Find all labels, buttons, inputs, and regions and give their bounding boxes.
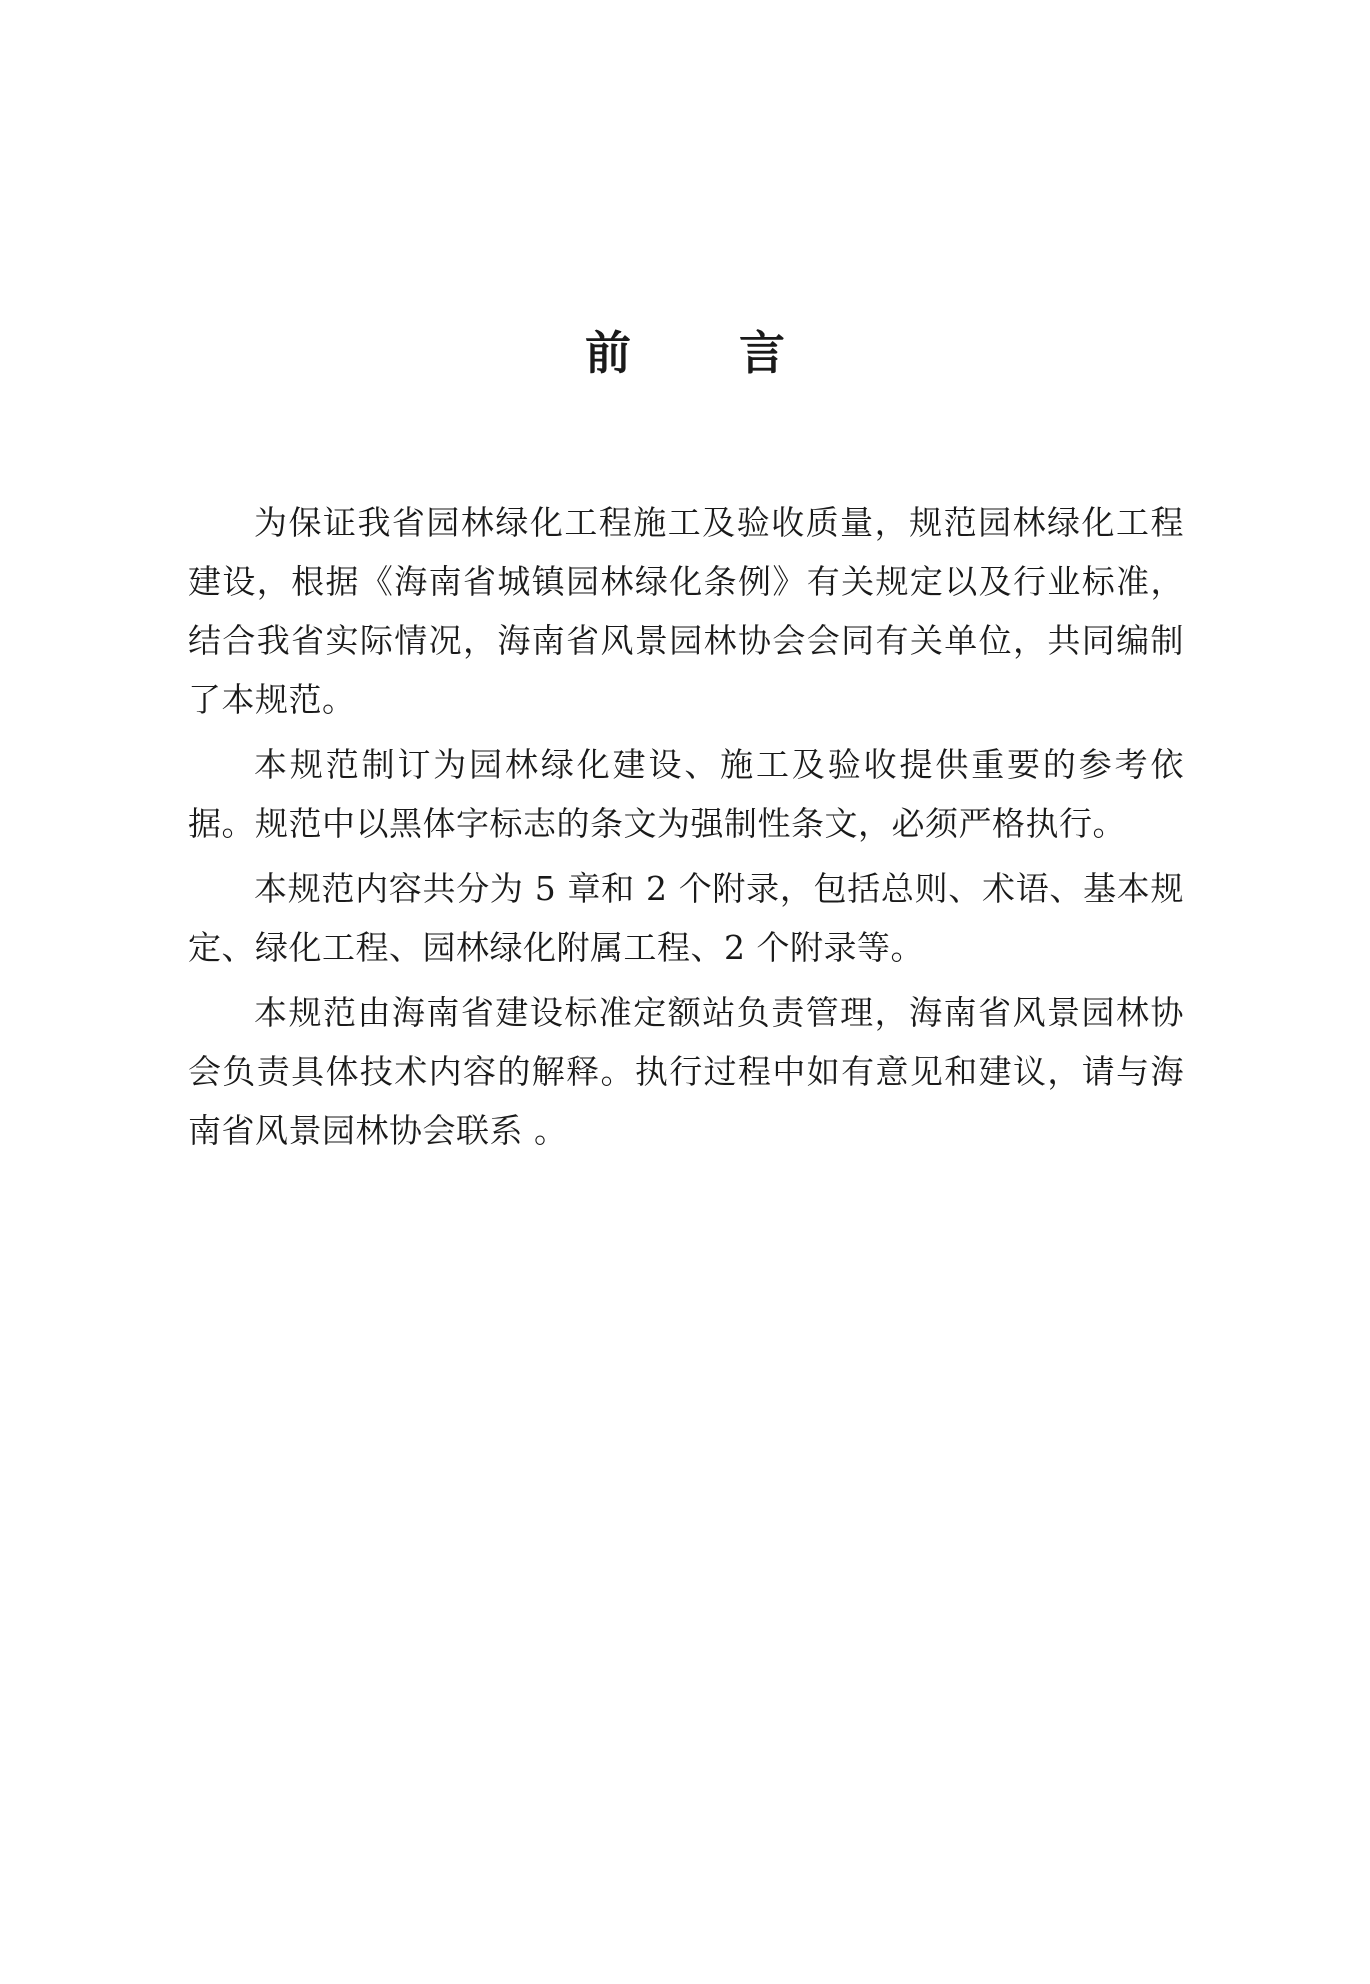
- page-title: 前 言: [584, 326, 831, 380]
- paragraph-reference: 本规范制订为园林绿化建设、施工及验收提供重要的参考依据。规范中以黑体字标志的条文为强制性条文，必须严格执行。: [188, 745, 1184, 843]
- paragraph-purpose: 为保证我省园林绿化工程施工及验收质量，规范园林绿化工程建设，根据《海南省城镇园林绿化条例》有关规定以及行业标准，结合我省实际情况，海南省风景园林协会会同有关单位，共同编制了本规范。: [188, 503, 1184, 719]
- paragraph-contents: 本规范内容共分为 5 章和 2 个附录，包括总则、术语、基本规定、绿化工程、园林绿化附属工程、2 个附录等。: [188, 869, 1184, 967]
- paragraph-management: 本规范由海南省建设标准定额站负责管理，海南省风景园林协会负责具体技术内容的解释。执行过程中如有意见和建议，请与海南省风景园林协会联系 。: [188, 993, 1184, 1150]
- preface-body: [188, 493, 1184, 1166]
